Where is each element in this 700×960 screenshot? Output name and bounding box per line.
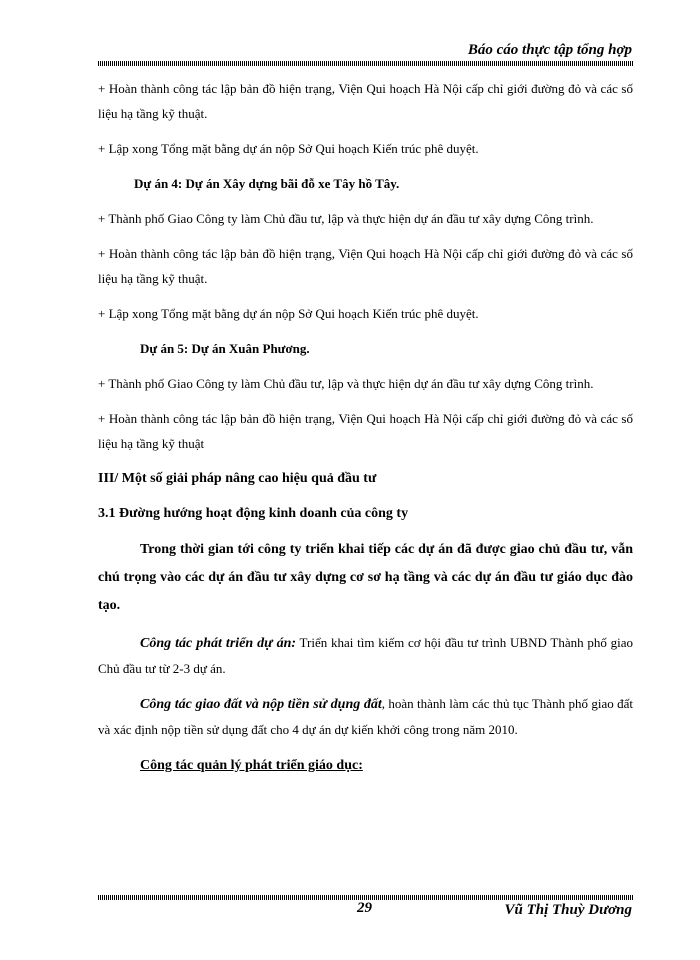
paragraph-10-text: , hoàn thành làm các thủ tục Thành phố giao đất và xác định nộp tiền sử dụng đất cho 4 dự án dự kiến khởi công trong năm 2010.	[98, 696, 633, 737]
paragraph-10	[98, 691, 633, 742]
paragraph-10-label: Công tác giao đất và nộp tiền sử dụng đất	[140, 697, 382, 712]
heading-section-3-1: 3.1 Đường hướng hoạt động kinh doanh của công ty	[98, 506, 409, 521]
paragraph-4: + Hoàn thành công tác lập bản đồ hiện trạng, Viện Qui hoạch Hà Nội cấp chỉ giới đường đỏ và các số liệu hạ tầng kỹ thuật.	[98, 246, 633, 286]
page-content	[98, 76, 633, 788]
paragraph-2: + Lập xong Tổng mặt bằng dự án nộp Sở Qui hoạch Kiến trúc phê duyệt.	[98, 141, 479, 156]
paragraph-1: + Hoàn thành công tác lập bản đồ hiện trạng, Viện Qui hoạch Hà Nội cấp chỉ giới đường đỏ và các số liệu hạ tầng kỹ thuật.	[98, 81, 633, 121]
heading-project-5: Dự án 5: Dự án Xuân Phương.	[140, 341, 310, 356]
paragraph-3: + Thành phố Giao Công ty làm Chủ đầu tư, lập và thực hiện dự án đầu tư xây dựng Công trình.	[98, 211, 594, 226]
heading-section-3: III/ Một số giải pháp nâng cao hiệu quả đầu tư	[98, 471, 377, 486]
header-rule	[98, 61, 634, 66]
paragraph-9	[98, 630, 633, 681]
paragraph-9-text: Triển khai tìm kiếm cơ hội đầu tư trình UBND Thành phố giao Chủ đầu tư từ 2-3 dự án.	[98, 635, 633, 676]
paragraph-9-label: Công tác phát triển dự án:	[140, 636, 297, 651]
footer-author: Vũ Thị Thuỳ Dương	[504, 902, 632, 918]
footer-page-number: 29	[357, 900, 372, 916]
paragraph-7: + Hoàn thành công tác lập bản đồ hiện trạng, Viện Qui hoạch Hà Nội cấp chỉ giới đường đỏ và các số liệu hạ tầng kỹ thuật	[98, 411, 633, 451]
heading-education-text: Công tác quản lý phát triển giáo dục:	[140, 758, 363, 773]
paragraph-8: Trong thời gian tới công ty triển khai tiếp các dự án đã được giao chủ đầu tư, vẫn chú trọng vào các dự án đầu tư xây dựng cơ sơ hạ tầng và các dự án đầu tư giáo dục đào tạo.	[98, 542, 633, 613]
heading-education	[98, 752, 633, 778]
heading-project-4: Dự án 4: Dự án Xây dựng bãi đỗ xe Tây hồ Tây.	[134, 176, 400, 191]
paragraph-5: + Lập xong Tổng mặt bằng dự án nộp Sở Qui hoạch Kiến trúc phê duyệt.	[98, 306, 479, 321]
page-header-title: Báo cáo thực tập tổng hợp	[467, 42, 632, 58]
paragraph-6: + Thành phố Giao Công ty làm Chủ đầu tư, lập và thực hiện dự án đầu tư xây dựng Công trình.	[98, 376, 594, 391]
